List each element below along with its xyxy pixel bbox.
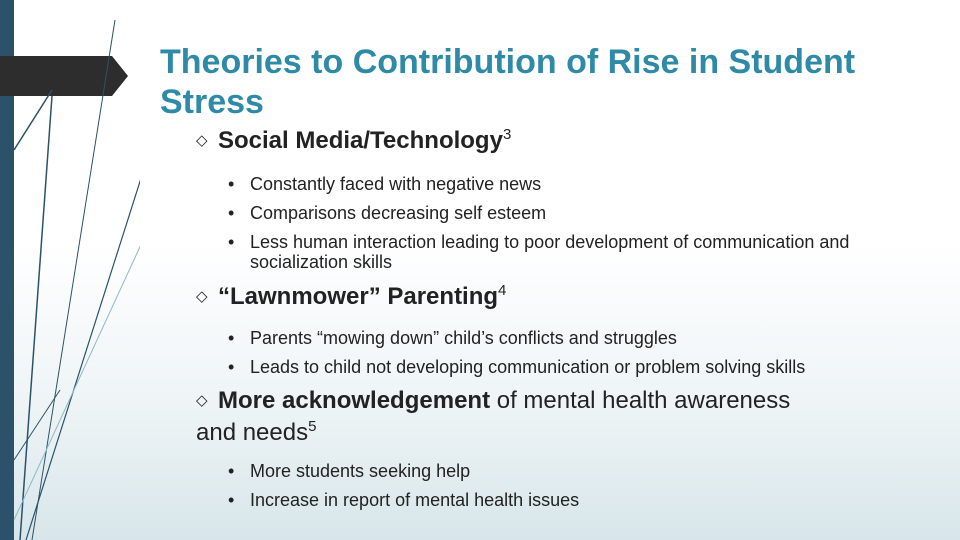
deco-line (14, 390, 60, 460)
list-item (228, 490, 916, 510)
superscript: 3 (502, 126, 512, 143)
bullet-icon: • (228, 357, 235, 377)
bullet-icon: • (228, 461, 235, 481)
list-item-text: Parents “mowing down” child’s conflicts and struggles (250, 328, 677, 348)
section-heading (196, 126, 916, 158)
list-item (228, 232, 916, 272)
decorative-lines (0, 0, 140, 540)
bullet-icon: • (228, 490, 235, 510)
list-item (228, 461, 916, 481)
section-heading (196, 386, 916, 447)
list-item-text: More students seeking help (250, 461, 471, 481)
diamond-outline-icon: ◇ (196, 132, 208, 149)
section-heading (196, 282, 916, 314)
diamond-outline-icon: ◇ (196, 392, 208, 409)
list-item-text: Constantly faced with negative news (250, 174, 542, 194)
superscript: 5 (308, 418, 317, 435)
deco-line (26, 150, 140, 540)
bullet-icon: • (228, 174, 235, 194)
list-item (228, 357, 916, 377)
bullet-icon: • (228, 328, 235, 348)
list-item-text: Comparisons decreasing self esteem (250, 203, 547, 223)
heading-text: Social Media/Technology (218, 127, 503, 154)
heading-text: and needs (196, 419, 309, 446)
heading-text: “Lawnmower” Parenting (218, 283, 499, 310)
bullet-list (196, 328, 916, 377)
deco-line (32, 20, 115, 540)
heading-text: More acknowledgement (218, 387, 491, 414)
superscript: 4 (498, 282, 507, 299)
list-item-text: Less human interaction leading to poor development of communication and socialization skills (250, 232, 850, 272)
list-item (228, 203, 916, 223)
diamond-outline-icon: ◇ (196, 288, 208, 305)
bullet-icon: • (228, 203, 235, 223)
slide-title: Theories to Contribution of Rise in Student Stress (160, 43, 856, 121)
heading-text: of mental health awareness (490, 387, 791, 414)
slide-content (196, 126, 916, 519)
list-item (228, 174, 916, 194)
deco-line (14, 160, 140, 520)
bullet-list (196, 174, 916, 272)
list-item-text: Increase in report of mental health issues (250, 490, 580, 510)
deco-line (14, 90, 52, 150)
bullet-list (196, 461, 916, 510)
list-item (228, 328, 916, 348)
bullet-icon: • (228, 232, 235, 252)
list-item-text: Leads to child not developing communication or problem solving skills (250, 357, 806, 377)
